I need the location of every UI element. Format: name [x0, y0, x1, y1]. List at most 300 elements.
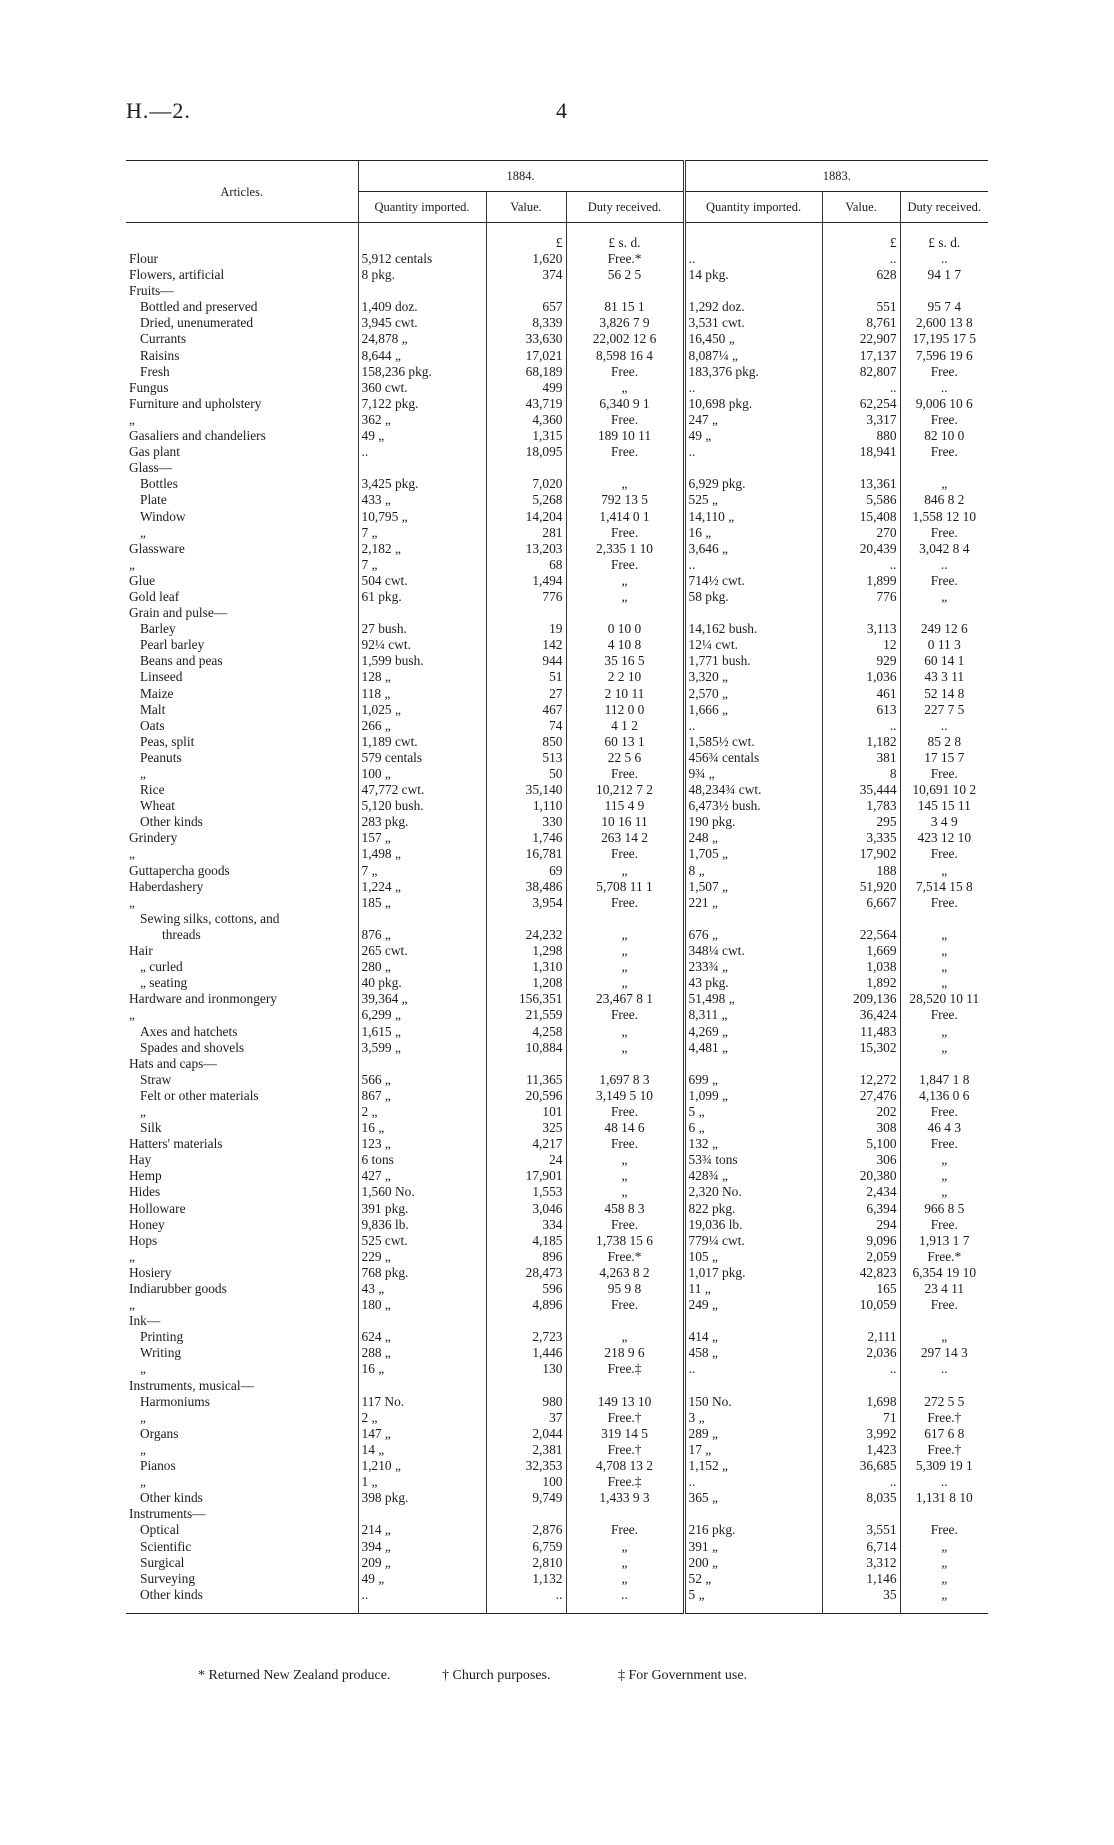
table-row	[126, 348, 988, 364]
duty-1884: „	[566, 959, 684, 975]
value-1883: 3,113	[822, 621, 900, 637]
article-name: Hosiery	[129, 1264, 172, 1280]
quantity-1883: 52 „	[684, 1571, 822, 1587]
article-name: Hats and caps—	[129, 1055, 217, 1071]
value-1884: 3,954	[486, 895, 566, 911]
article-name: Ink—	[129, 1313, 161, 1329]
quantity-1884: 14 „	[358, 1442, 486, 1458]
duty-1884: 22,002 12 6	[566, 331, 684, 347]
value-unit-1884: £	[486, 223, 566, 252]
quantity-1883: 8 „	[684, 863, 822, 879]
duty-1883: Free.	[900, 1217, 988, 1233]
duty-1884: 458 8 3	[566, 1201, 684, 1217]
article-name: Instruments, musical—	[129, 1377, 254, 1393]
value-1883: 35,444	[822, 782, 900, 798]
duty-1884: 23,467 8 1	[566, 991, 684, 1007]
duty-1884: 2,335 1 10	[566, 541, 684, 557]
value-1883: 306	[822, 1152, 900, 1168]
duty-1883	[900, 1378, 988, 1394]
duty-1884: „	[566, 1168, 684, 1184]
quantity-1883: 5 „	[684, 1587, 822, 1603]
article-name: Felt or other materials	[140, 1087, 259, 1103]
table-row	[126, 315, 988, 331]
value-1883: 5,100	[822, 1136, 900, 1152]
value-1883: 202	[822, 1104, 900, 1120]
value-1884: 944	[486, 653, 566, 669]
quantity-1884: 209 „	[358, 1555, 486, 1571]
value-1884: 4,896	[486, 1297, 566, 1313]
value-1883: 209,136	[822, 991, 900, 1007]
article-name: Raisins	[140, 347, 180, 363]
value-1883: 17,137	[822, 348, 900, 364]
value-1883: 1,038	[822, 959, 900, 975]
duty-1883: Free.	[900, 525, 988, 541]
value-1884: 24	[486, 1152, 566, 1168]
value-1883	[822, 1313, 900, 1329]
article-name: Printing	[140, 1329, 184, 1345]
article-name: Guttapercha goods	[129, 862, 230, 878]
duty-1883: Free.	[900, 766, 988, 782]
duty-1883	[900, 1313, 988, 1329]
value-1884: 4,185	[486, 1233, 566, 1249]
duty-1884	[566, 1506, 684, 1522]
quantity-1883: 12¼ cwt.	[684, 637, 822, 653]
quantity-1884: 6 tons	[358, 1152, 486, 1168]
duty-header-1883: Duty received.	[900, 192, 988, 223]
quantity-1883: 10,698 pkg.	[684, 396, 822, 412]
value-unit-1883: £	[822, 223, 900, 252]
value-1883: 3,992	[822, 1426, 900, 1442]
table-row	[126, 1555, 988, 1571]
value-1883	[822, 1506, 900, 1522]
duty-1884	[566, 460, 684, 476]
duty-1884: Free.	[566, 444, 684, 460]
quantity-1883: 3 „	[684, 1410, 822, 1426]
quantity-1884: 867 „	[358, 1088, 486, 1104]
quantity-1883: 6,929 pkg.	[684, 476, 822, 492]
value-1883: 15,408	[822, 509, 900, 525]
article-name: Bottled and preserved	[140, 299, 258, 315]
quantity-1884: 100 „	[358, 766, 486, 782]
table-row	[126, 557, 988, 573]
duty-1883: Free.	[900, 1522, 988, 1538]
duty-1884: 60 13 1	[566, 734, 684, 750]
duty-1884: 4 10 8	[566, 637, 684, 653]
value-1883	[822, 1056, 900, 1072]
value-1883: 62,254	[822, 396, 900, 412]
value-1884: 281	[486, 525, 566, 541]
article-name: Other kinds	[140, 814, 203, 830]
quantity-1884: 6,299 „	[358, 1007, 486, 1023]
duty-1884: 95 9 8	[566, 1281, 684, 1297]
value-1884: 33,630	[486, 331, 566, 347]
duty-1883: ..	[900, 251, 988, 267]
quantity-1883: ..	[684, 1361, 822, 1377]
duty-1883: 17,195 17 5	[900, 331, 988, 347]
quantity-1883: 49 „	[684, 428, 822, 444]
duty-1883	[900, 605, 988, 621]
quantity-1883: 414 „	[684, 1329, 822, 1345]
value-1883: 36,424	[822, 1007, 900, 1023]
article-name: Peanuts	[140, 749, 182, 765]
duty-1884: Free.	[566, 1136, 684, 1152]
value-1883	[822, 283, 900, 299]
quantity-1884: 362 „	[358, 412, 486, 428]
duty-1883: ..	[900, 1474, 988, 1490]
article-name: Gas plant	[129, 444, 180, 460]
table-row	[126, 412, 988, 428]
value-1884: 69	[486, 863, 566, 879]
duty-1883: Free.	[900, 846, 988, 862]
quantity-1884: 1,599 bush.	[358, 653, 486, 669]
quantity-1884: 8 pkg.	[358, 267, 486, 283]
quantity-1883: 8,087¼ „	[684, 348, 822, 364]
article-name: Rice	[140, 782, 165, 798]
quantity-1883: ..	[684, 380, 822, 396]
article-name: „	[140, 1409, 146, 1425]
value-1884: 16,781	[486, 846, 566, 862]
quantity-1884: 185 „	[358, 895, 486, 911]
duty-1884: 149 13 10	[566, 1394, 684, 1410]
table-row	[126, 637, 988, 653]
article-name: Surveying	[140, 1570, 196, 1586]
value-1884: 4,360	[486, 412, 566, 428]
article-name: Axes and hatchets	[140, 1023, 238, 1039]
table-row	[126, 364, 988, 380]
quantity-1884: 24,878 „	[358, 331, 486, 347]
value-1884: 657	[486, 299, 566, 315]
table-row	[126, 1571, 988, 1587]
value-1883: 9,096	[822, 1233, 900, 1249]
quantity-1884: 49 „	[358, 428, 486, 444]
quantity-1884: 525 cwt.	[358, 1233, 486, 1249]
value-1884: 21,559	[486, 1007, 566, 1023]
quantity-1883: 1,099 „	[684, 1088, 822, 1104]
quantity-1884: 92¼ cwt.	[358, 637, 486, 653]
duty-1883: 52 14 8	[900, 686, 988, 702]
duty-1884: ..	[566, 1587, 684, 1603]
duty-1884: 0 10 0	[566, 621, 684, 637]
table-row	[126, 1136, 988, 1152]
quantity-1884: 391 pkg.	[358, 1201, 486, 1217]
quantity-1883: 14,110 „	[684, 509, 822, 525]
table-row	[126, 1007, 988, 1023]
duty-1884	[566, 1313, 684, 1329]
value-1883: ..	[822, 251, 900, 267]
value-1883: 929	[822, 653, 900, 669]
duty-1883: Free.	[900, 1136, 988, 1152]
duty-1883: 1,558 12 10	[900, 509, 988, 525]
duty-1884: Free.	[566, 895, 684, 911]
article-name: Silk	[140, 1120, 162, 1136]
quantity-1883	[684, 460, 822, 476]
quantity-1884: 47,772 cwt.	[358, 782, 486, 798]
value-1883: 51,920	[822, 879, 900, 895]
value-1883: ..	[822, 380, 900, 396]
quantity-1883: 1,771 bush.	[684, 653, 822, 669]
quantity-1884: 16 „	[358, 1361, 486, 1377]
value-1883: 1,669	[822, 943, 900, 959]
value-1884	[486, 1056, 566, 1072]
value-1884: 28,473	[486, 1265, 566, 1281]
quantity-1883: 4,269 „	[684, 1024, 822, 1040]
table-row	[126, 1587, 988, 1603]
quantity-1883	[684, 1056, 822, 1072]
table-row	[126, 331, 988, 347]
value-1883: 20,380	[822, 1168, 900, 1184]
value-1883	[822, 605, 900, 621]
value-1884: 896	[486, 1249, 566, 1265]
duty-1883: Free.	[900, 573, 988, 589]
article-name: Bottles	[140, 476, 178, 492]
duty-1884: „	[566, 1555, 684, 1571]
quantity-1884: 394 „	[358, 1539, 486, 1555]
value-1884: 35,140	[486, 782, 566, 798]
duty-1883: ..	[900, 380, 988, 396]
quantity-1884	[358, 1506, 486, 1522]
value-1884: 3,046	[486, 1201, 566, 1217]
duty-1883: 966 8 5	[900, 1201, 988, 1217]
table-row	[126, 863, 988, 879]
value-1884: 24,232	[486, 927, 566, 943]
quantity-1883: 391 „	[684, 1539, 822, 1555]
value-1883: 11,483	[822, 1024, 900, 1040]
duty-1884: „	[566, 863, 684, 879]
table-row	[126, 1217, 988, 1233]
value-1883: ..	[822, 1361, 900, 1377]
table-row	[126, 734, 988, 750]
value-1884: 14,204	[486, 509, 566, 525]
value-1884: 10,884	[486, 1040, 566, 1056]
duty-1884: 2 10 11	[566, 686, 684, 702]
duty-1883: Free.*	[900, 1249, 988, 1265]
value-1884: 142	[486, 637, 566, 653]
quantity-1884: 398 pkg.	[358, 1490, 486, 1506]
table-row	[126, 1378, 988, 1394]
duty-1883: „	[900, 1555, 988, 1571]
article-name: Flour	[129, 251, 159, 266]
duty-1884: „	[566, 380, 684, 396]
quantity-1883: 699 „	[684, 1072, 822, 1088]
duty-1884: 1,738 15 6	[566, 1233, 684, 1249]
article-name: „	[129, 1248, 135, 1264]
value-1884: 1,446	[486, 1345, 566, 1361]
duty-1883: 85 2 8	[900, 734, 988, 750]
quantity-1883: 6 „	[684, 1120, 822, 1136]
duty-1883: „	[900, 1040, 988, 1056]
quantity-1883: 1,507 „	[684, 879, 822, 895]
duty-1883: ..	[900, 557, 988, 573]
quantity-1883: ..	[684, 444, 822, 460]
table-row	[126, 460, 988, 476]
quantity-1883: 6,473½ bush.	[684, 798, 822, 814]
value-1884: 38,486	[486, 879, 566, 895]
quantity-1884: 49 „	[358, 1571, 486, 1587]
duty-1883: „	[900, 863, 988, 879]
quantity-1883: 58 pkg.	[684, 589, 822, 605]
duty-1884	[566, 1378, 684, 1394]
value-1884: 37	[486, 1410, 566, 1426]
duty-1883: 9,006 10 6	[900, 396, 988, 412]
duty-1884	[566, 605, 684, 621]
article-name: Sewing silks, cottons, and	[140, 910, 280, 926]
quantity-1883: 822 pkg.	[684, 1201, 822, 1217]
quantity-1884: 43 „	[358, 1281, 486, 1297]
table-row	[126, 895, 988, 911]
table-row	[126, 1329, 988, 1345]
value-1884: 1,132	[486, 1571, 566, 1587]
duty-1883: 28,520 10 11	[900, 991, 988, 1007]
quantity-1883: 17 „	[684, 1442, 822, 1458]
duty-1883: ..	[900, 1361, 988, 1377]
article-name: Grain and pulse—	[129, 605, 228, 621]
value-1883: 1,423	[822, 1442, 900, 1458]
article-name: Pianos	[140, 1458, 176, 1474]
duty-1883: „	[900, 1587, 988, 1603]
article-name: Barley	[140, 621, 176, 637]
value-1883: 12,272	[822, 1072, 900, 1088]
quantity-1883	[684, 1313, 822, 1329]
duty-1884: „	[566, 573, 684, 589]
quantity-1884: 283 pkg.	[358, 814, 486, 830]
article-name: Glue	[129, 572, 156, 588]
duty-1884: Free.*	[566, 1249, 684, 1265]
article-name: Other kinds	[140, 1490, 203, 1506]
value-1884: 1,746	[486, 830, 566, 846]
quantity-1883: 216 pkg.	[684, 1522, 822, 1538]
article-name: „	[129, 1297, 135, 1313]
article-name: Dried, unenumerated	[140, 315, 254, 331]
value-1884: 1,620	[486, 251, 566, 267]
duty-1883: ..	[900, 718, 988, 734]
quantity-1883: 3,320 „	[684, 669, 822, 685]
table-row	[126, 1394, 988, 1410]
quantity-1884: 8,644 „	[358, 348, 486, 364]
value-1884: 6,759	[486, 1539, 566, 1555]
table-row	[126, 525, 988, 541]
value-1883: 71	[822, 1410, 900, 1426]
quantity-1883	[684, 911, 822, 927]
quantity-1883: 105 „	[684, 1249, 822, 1265]
value-1883: 776	[822, 589, 900, 605]
table-row	[126, 1361, 988, 1377]
page-number: 4	[556, 98, 567, 123]
duty-1884: 6,340 9 1	[566, 396, 684, 412]
duty-1883: Free.	[900, 444, 988, 460]
quantity-1884: 118 „	[358, 686, 486, 702]
table-row	[126, 669, 988, 685]
value-1884	[486, 1506, 566, 1522]
duty-1883: 82 10 0	[900, 428, 988, 444]
article-name: Straw	[140, 1071, 172, 1087]
value-1884	[486, 605, 566, 621]
quantity-1883: 11 „	[684, 1281, 822, 1297]
value-1884: 27	[486, 686, 566, 702]
quantity-1884: 158,236 pkg.	[358, 364, 486, 380]
duty-1884: Free.	[566, 557, 684, 573]
value-1884: 17,021	[486, 348, 566, 364]
article-name: Hemp	[129, 1168, 162, 1184]
quantity-1883: 14 pkg.	[684, 267, 822, 283]
duty-1883	[900, 911, 988, 927]
table-row	[126, 396, 988, 412]
quantity-1884	[358, 1313, 486, 1329]
quantity-1884: 1 „	[358, 1474, 486, 1490]
quantity-1883: 249 „	[684, 1297, 822, 1313]
article-name: Beans and peas	[140, 653, 223, 669]
value-1883: 1,182	[822, 734, 900, 750]
article-name: Hair	[129, 943, 153, 959]
quantity-1884: 61 pkg.	[358, 589, 486, 605]
duty-1884: „	[566, 1329, 684, 1345]
quantity-1884: 3,425 pkg.	[358, 476, 486, 492]
duty-1884: Free.	[566, 525, 684, 541]
value-1883: 82,807	[822, 364, 900, 380]
article-name: Honey	[129, 1216, 165, 1232]
duty-1884	[566, 283, 684, 299]
duty-1884: 5,708 11 1	[566, 879, 684, 895]
value-1883	[822, 911, 900, 927]
quantity-1884: 1,615 „	[358, 1024, 486, 1040]
value-1883: 42,823	[822, 1265, 900, 1281]
table-row	[126, 605, 988, 621]
value-1884: 1,208	[486, 975, 566, 991]
article-name: Currants	[140, 331, 187, 347]
table-row	[126, 1474, 988, 1490]
value-1883: 1,146	[822, 1571, 900, 1587]
duty-1883: „	[900, 1329, 988, 1345]
duty-1883	[900, 460, 988, 476]
quantity-1884: 579 centals	[358, 750, 486, 766]
duty-1883	[900, 1056, 988, 1072]
quantity-1884: 5,120 bush.	[358, 798, 486, 814]
article-name: Malt	[140, 701, 166, 717]
quantity-1884: 2,182 „	[358, 541, 486, 557]
quantity-1883: 14,162 bush.	[684, 621, 822, 637]
quantity-1883: 1,705 „	[684, 846, 822, 862]
value-1884: 325	[486, 1120, 566, 1136]
quantity-1883: ..	[684, 557, 822, 573]
quantity-1884: 1,560 No.	[358, 1184, 486, 1200]
value-1884: 68,189	[486, 364, 566, 380]
table-row	[126, 798, 988, 814]
quantity-1884: 157 „	[358, 830, 486, 846]
duty-1884: 10,212 7 2	[566, 782, 684, 798]
quantity-1883: 525 „	[684, 492, 822, 508]
table-row	[126, 1313, 988, 1329]
quantity-1883: 16,450 „	[684, 331, 822, 347]
duty-1883: „	[900, 975, 988, 991]
quantity-1883: 190 pkg.	[684, 814, 822, 830]
value-1884: 101	[486, 1104, 566, 1120]
value-1883: 308	[822, 1120, 900, 1136]
table-row	[126, 1249, 988, 1265]
article-name: Peas, split	[140, 733, 195, 749]
duty-1884: 115 4 9	[566, 798, 684, 814]
duty-1884: 218 9 6	[566, 1345, 684, 1361]
articles-header: Articles.	[126, 161, 358, 223]
value-1883: 5,586	[822, 492, 900, 508]
value-1884: 1,494	[486, 573, 566, 589]
table-row	[126, 959, 988, 975]
quantity-1883: 348¼ cwt.	[684, 943, 822, 959]
quantity-1883: 456¾ centals	[684, 750, 822, 766]
value-1884: 776	[486, 589, 566, 605]
value-1884: 8,339	[486, 315, 566, 331]
value-header-1884: Value.	[486, 192, 566, 223]
duty-1884: Free.	[566, 364, 684, 380]
value-1883: 2,111	[822, 1329, 900, 1345]
